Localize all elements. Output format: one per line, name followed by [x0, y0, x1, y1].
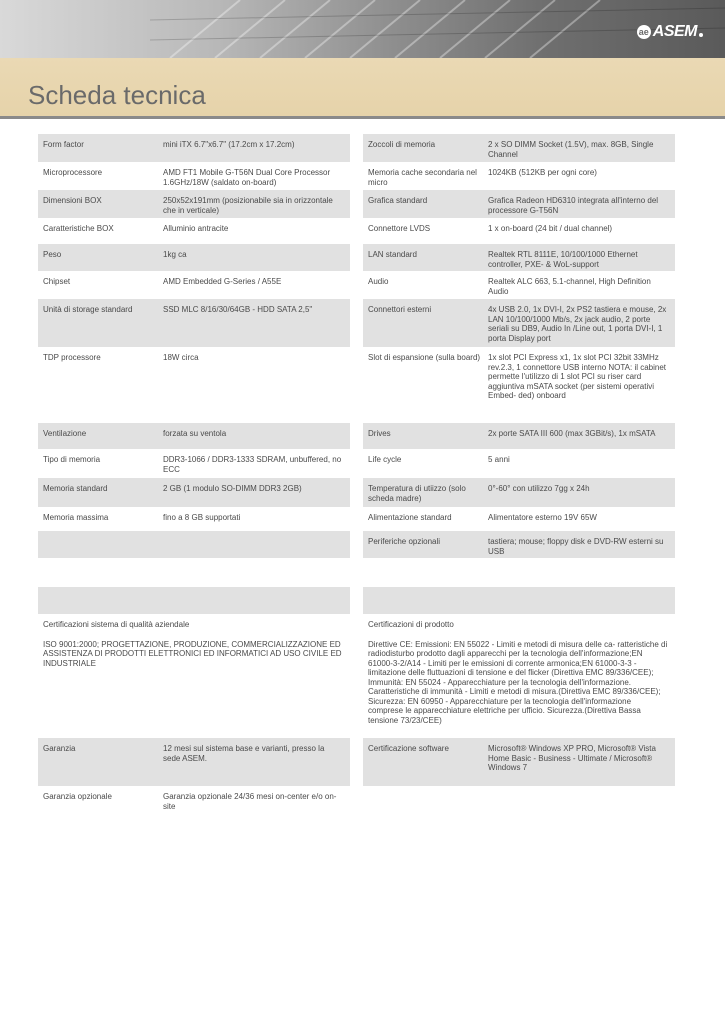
spec-row — [38, 299, 350, 347]
logo-text: ASEM — [652, 23, 697, 40]
cert-heading: Certificazioni di prodotto — [368, 620, 454, 629]
spec-key: Dimensioni BOX — [43, 196, 102, 205]
spec-value: Realtek RTL 8111E, 10/100/1000 Ethernet controller, PXE- & WoL-support — [488, 250, 638, 269]
spec-key: Microprocessore — [43, 168, 103, 177]
spec-value: Alluminio antracite — [163, 224, 229, 233]
spec-value: SSD MLC 8/16/30/64GB - HDD SATA 2,5" — [163, 305, 313, 314]
spec-key: Connettori esterni — [368, 305, 432, 314]
spec-row — [38, 162, 350, 190]
asem-logo — [637, 22, 703, 42]
spec-key: Temperatura di utiizzo (solo scheda madre) — [368, 484, 466, 503]
cert-heading: Certificazioni sistema di qualità aziendale — [43, 620, 190, 629]
spec-row — [38, 531, 350, 558]
spec-value: 1 x on-board (24 bit / dual channel) — [488, 224, 613, 233]
spec-key: Peso — [43, 250, 62, 259]
spec-row — [363, 134, 675, 162]
spec-key: Zoccoli di memoria — [368, 140, 436, 149]
spec-row — [38, 423, 350, 449]
spec-value: fino a 8 GB supportati — [163, 513, 241, 522]
spec-value: 250x52x191mm (posizionabile sia in orizzontale che in verticale) — [163, 196, 333, 215]
spec-row — [38, 244, 350, 271]
spec-key: Grafica standard — [368, 196, 428, 205]
spec-row — [38, 507, 350, 531]
spec-value: 5 anni — [488, 455, 510, 464]
spec-key: Caratteristiche BOX — [43, 224, 114, 233]
spec-row — [363, 299, 675, 347]
spec-row — [363, 507, 675, 531]
spec-row — [363, 423, 675, 449]
keyboard-photo — [0, 0, 725, 58]
spec-key: Drives — [368, 429, 391, 438]
spec-value: 12 mesi sul sistema base e varianti, presso la sede ASEM. — [163, 744, 325, 763]
spec-row — [38, 190, 350, 218]
spec-value: 18W circa — [163, 353, 199, 362]
cert-text: Direttive CE: Emissioni: EN 55022 - Limiti e metodi di misura delle ca- ratteristiche di radiodisturbo prodotto dagli apparecchi per la tecnologia dell'informazione;EN 61000-3-2/A14 - Limiti per le emissioni di corrente armonica;EN 61000-3-3 -limitazione delle fluttuazioni di tensione e del flicker (Direttiva EMC 89/336/CEE); Immunità: EN 55024 - Apparecchiature per la tecnologia dell'informazione. Caratteristiche di immunità - Limiti e metodi di misura.(Direttiva EMC 89/336/CEE); Sicurezza: EN 60950 - Apparecchiature per la tecnologia dell'informazione comprese le apparecchiature elettriche per ufficio. Sicurezza.(Direttiva Bassa tensione 73/23/CEE) — [368, 639, 668, 725]
header-banner — [0, 0, 725, 58]
cert-text: ISO 9001:2000; PROGETTAZIONE, PRODUZIONE, COMMERCIALIZZAZIONE ED ASSISTENZA DI PRODOTTI ELETTRONICI ED INFORMATICI AD USO CIVILE ED INDUSTRIALE — [43, 639, 342, 668]
spec-key: Tipo di memoria — [43, 455, 101, 464]
spec-table-right — [363, 134, 675, 786]
spec-value: Garanzia opzionale 24/36 mesi on-center e/o on-site — [163, 792, 337, 811]
spec-row — [363, 190, 675, 218]
spec-table-left — [38, 134, 350, 820]
spec-key: Life cycle — [368, 455, 402, 464]
spec-row — [363, 587, 675, 614]
spec-key: Memoria standard — [43, 484, 108, 493]
spec-key: Garanzia opzionale — [43, 792, 112, 801]
spec-key: Memoria cache secondaria nel micro — [368, 168, 477, 187]
spec-key: Form factor — [43, 140, 84, 149]
spec-row — [363, 738, 675, 786]
quality-certifications — [38, 620, 350, 738]
spec-value: forzata su ventola — [163, 429, 227, 438]
spec-row — [363, 271, 675, 299]
spec-value: Grafica Radeon HD6310 integrata all'interno del processore G-T56N — [488, 196, 659, 215]
spec-value: AMD Embedded G-Series / A55E — [163, 277, 282, 286]
spec-key: Memoria massima — [43, 513, 109, 522]
spec-value: AMD FT1 Mobile G-T56N Dual Core Processor 1.6GHz/18W (saldato on-board) — [163, 168, 331, 187]
logo-mark-icon: ae — [638, 27, 649, 37]
spec-row — [363, 244, 675, 271]
product-certifications — [363, 620, 675, 738]
page-title: Scheda tecnica — [28, 80, 206, 110]
spec-key: Alimentazione standard — [368, 513, 452, 522]
spec-row — [363, 531, 675, 558]
spec-row — [38, 587, 350, 614]
spec-key: Chipset — [43, 277, 71, 286]
spec-key: Slot di espansione (sulla board) — [368, 353, 481, 362]
spec-key: Periferiche opzionali — [368, 537, 441, 546]
spec-key: Connettore LVDS — [368, 224, 431, 233]
spec-value: Microsoft® Windows XP PRO, Microsoft® Vista Home Basic - Business - Ultimate / Microsoft® Windows 7 — [488, 744, 656, 772]
spec-value: 1x slot PCI Express x1, 1x slot PCI 32bit 33MHz rev.2.3, 1 connettore USB interno NOTA: il cabinet permette l'utilizzo di 1 slot PCI su riser card aggiuntiva mSATA socket (per sistemi operativi Embed- ded) onboard — [488, 353, 667, 400]
spec-row — [363, 218, 675, 244]
spec-key: Ventilazione — [43, 429, 87, 438]
spec-row — [38, 786, 350, 820]
logo-dot-icon — [699, 33, 703, 37]
spec-key: Unità di storage standard — [43, 305, 133, 314]
spec-row — [38, 134, 350, 162]
spec-row — [363, 558, 675, 587]
spec-value: 2 x SO DIMM Socket (1.5V), max. 8GB, Single Channel — [488, 140, 654, 159]
spec-value: 2x porte SATA III 600 (max 3GBit/s), 1x mSATA — [488, 429, 656, 438]
spec-row — [38, 218, 350, 244]
spec-row — [363, 347, 675, 423]
spec-value: DDR3-1066 / DDR3-1333 SDRAM, unbuffered, no ECC — [163, 455, 342, 474]
spec-value: 0°-60° con utilizzo 7gg x 24h — [488, 484, 590, 493]
spec-key: Audio — [368, 277, 389, 286]
title-divider — [0, 116, 725, 119]
spec-row — [38, 558, 350, 587]
spec-key: Garanzia — [43, 744, 76, 753]
spec-row — [363, 449, 675, 478]
spec-value: Alimentatore esterno 19V 65W — [488, 513, 597, 522]
spec-row — [38, 449, 350, 478]
spec-value: tastiera; mouse; floppy disk e DVD-RW esterni su USB — [488, 537, 664, 556]
spec-row — [363, 162, 675, 190]
spec-value: 2 GB (1 modulo SO-DIMM DDR3 2GB) — [163, 484, 302, 493]
spec-key: LAN standard — [368, 250, 417, 259]
spec-value: 1024KB (512KB per ogni core) — [488, 168, 597, 177]
spec-key: TDP processore — [43, 353, 101, 362]
spec-row — [38, 478, 350, 507]
spec-key: Certificazione software — [368, 744, 449, 753]
spec-row — [38, 271, 350, 299]
spec-value: 1kg ca — [163, 250, 187, 259]
spec-value: 4x USB 2.0, 1x DVI-I, 2x PS2 tastiera e mouse, 2x LAN 10/100/1000 Mb/s, 2x jack audio, 2 porte seriali su DB9, Audio In /Line out, 1 porta DVI-I, 1 porta Display port — [488, 305, 667, 343]
spec-row — [38, 738, 350, 786]
spec-value: Realtek ALC 663, 5.1-channel, High Definition Audio — [488, 277, 651, 296]
spec-row — [38, 347, 350, 423]
spec-row — [363, 478, 675, 507]
spec-value: mini iTX 6.7"x6.7" (17.2cm x 17.2cm) — [163, 140, 295, 149]
